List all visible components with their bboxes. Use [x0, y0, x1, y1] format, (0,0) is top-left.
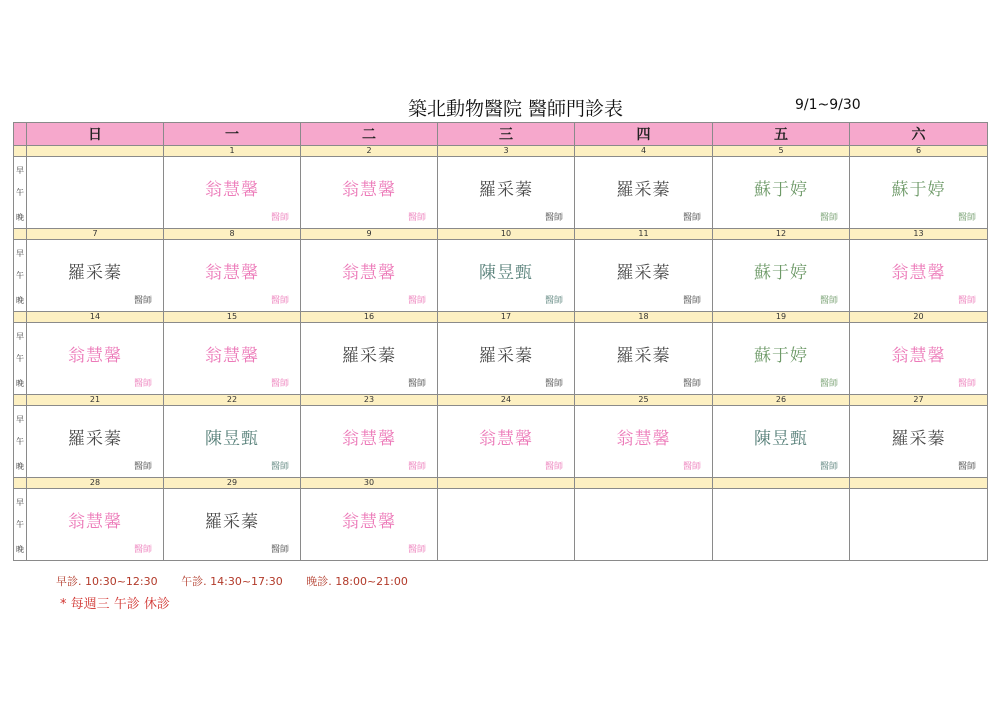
- doctor-name: 翁慧馨: [342, 429, 396, 449]
- doctor-name: 翁慧馨: [205, 263, 259, 283]
- session-label: 晚: [16, 462, 24, 471]
- doctor-name: 羅采蓁: [479, 346, 533, 366]
- day-cell: [850, 489, 988, 561]
- doctor-role: 醫師: [682, 213, 701, 223]
- schedule-row: [14, 406, 988, 478]
- doctor-role: 醫師: [133, 379, 152, 389]
- date-number: 19: [713, 312, 850, 323]
- doctor-role: 醫師: [133, 296, 152, 306]
- session-label: 晚: [16, 296, 24, 305]
- doctor-role: 醫師: [957, 213, 976, 223]
- doctor-role: 醫師: [407, 296, 426, 306]
- doctor-name: 羅采蓁: [205, 512, 259, 532]
- day-cell: [438, 406, 575, 478]
- day-cell: [575, 323, 713, 395]
- date-number: 4: [575, 146, 713, 157]
- date-number: 15: [164, 312, 301, 323]
- doctor-role: 醫師: [407, 462, 426, 472]
- date-number: 5: [713, 146, 850, 157]
- date-number: 18: [575, 312, 713, 323]
- doctor-role: 醫師: [270, 379, 289, 389]
- weekday-header: 二: [301, 123, 438, 146]
- date-row: [14, 478, 988, 489]
- date-number: 17: [438, 312, 575, 323]
- day-cell: [850, 157, 988, 229]
- date-number: 21: [27, 395, 164, 406]
- session-label: 晚: [16, 545, 24, 554]
- weekday-header: 一: [164, 123, 301, 146]
- day-cell: [575, 406, 713, 478]
- date-number: 26: [713, 395, 850, 406]
- doctor-name: 羅采蓁: [891, 429, 946, 449]
- day-cell: [164, 157, 301, 229]
- day-cell: [438, 323, 575, 395]
- day-cell: [27, 323, 164, 395]
- doctor-name: 羅采蓁: [616, 180, 671, 200]
- doctor-role: 醫師: [270, 213, 289, 223]
- session-label: 早: [16, 166, 24, 175]
- weekday-header: 四: [575, 123, 713, 146]
- schedule-body: [14, 146, 988, 561]
- date-number: 28: [27, 478, 164, 489]
- day-cell: [164, 406, 301, 478]
- session-label: 午: [16, 354, 24, 363]
- date-number: 3: [438, 146, 575, 157]
- date-number: 22: [164, 395, 301, 406]
- date-row: [14, 395, 988, 406]
- doctor-name: 翁慧馨: [479, 429, 533, 449]
- schedule-table: [13, 122, 988, 561]
- day-cell: [301, 157, 438, 229]
- doctor-name: 翁慧馨: [342, 180, 396, 200]
- day-cell: [438, 157, 575, 229]
- session-label: 早: [16, 249, 24, 258]
- day-cell: [301, 323, 438, 395]
- doctor-role: 醫師: [682, 296, 701, 306]
- session-label: 午: [16, 437, 24, 446]
- day-cell: [301, 240, 438, 312]
- date-row: [14, 312, 988, 323]
- doctor-role: 醫師: [819, 379, 838, 389]
- doctor-role: 醫師: [133, 462, 152, 472]
- weekday-header: 三: [438, 123, 575, 146]
- day-cell: [575, 157, 713, 229]
- doctor-role: 醫師: [270, 545, 289, 555]
- session-labels: [14, 240, 27, 312]
- weekday-header-row: [14, 123, 988, 146]
- doctor-name: 翁慧馨: [342, 512, 396, 532]
- doctor-name: 翁慧馨: [891, 346, 946, 366]
- doctor-name: 羅采蓁: [68, 429, 122, 449]
- doctor-role: 醫師: [819, 462, 838, 472]
- date-row-spacer: [14, 395, 27, 406]
- date-number: 16: [301, 312, 438, 323]
- day-cell: [713, 406, 850, 478]
- doctor-name: 蘇于婷: [754, 180, 808, 200]
- date-range: 9/1~9/30: [795, 97, 861, 113]
- morning-hours: 早診. 10:30~12:30: [56, 575, 158, 588]
- day-cell: [27, 157, 164, 229]
- date-number: [713, 478, 850, 489]
- date-number: 1: [164, 146, 301, 157]
- doctor-role: 醫師: [544, 213, 563, 223]
- date-number: 2: [301, 146, 438, 157]
- doctor-role: 醫師: [544, 462, 563, 472]
- schedule-row: [14, 323, 988, 395]
- session-labels: [14, 489, 27, 561]
- day-cell: [713, 323, 850, 395]
- day-cell: [27, 406, 164, 478]
- day-cell: [438, 240, 575, 312]
- date-number: 30: [301, 478, 438, 489]
- date-number: 23: [301, 395, 438, 406]
- doctor-role: 醫師: [133, 545, 152, 555]
- session-label: 午: [16, 271, 24, 280]
- doctor-role: 醫師: [957, 379, 976, 389]
- date-number: 20: [850, 312, 988, 323]
- doctor-role: 醫師: [957, 296, 976, 306]
- date-number: 12: [713, 229, 850, 240]
- doctor-name: 陳昱甄: [205, 429, 259, 449]
- doctor-role: 醫師: [407, 545, 426, 555]
- date-number: 27: [850, 395, 988, 406]
- date-number: [850, 478, 988, 489]
- day-cell: [850, 240, 988, 312]
- doctor-name: 羅采蓁: [342, 346, 396, 366]
- date-number: [27, 146, 164, 157]
- weekday-header: 五: [713, 123, 850, 146]
- afternoon-hours: 午診. 14:30~17:30: [181, 575, 283, 588]
- day-cell: [301, 406, 438, 478]
- session-label: 早: [16, 415, 24, 424]
- date-number: 14: [27, 312, 164, 323]
- date-row: [14, 146, 988, 157]
- day-cell: [850, 323, 988, 395]
- doctor-name: 翁慧馨: [205, 180, 259, 200]
- doctor-name: 翁慧馨: [342, 263, 396, 283]
- doctor-name: 翁慧馨: [68, 346, 122, 366]
- date-number: 10: [438, 229, 575, 240]
- doctor-role: 醫師: [544, 379, 563, 389]
- day-cell: [164, 489, 301, 561]
- day-cell: [575, 240, 713, 312]
- evening-hours: 晚診. 18:00~21:00: [306, 575, 408, 588]
- date-row: [14, 229, 988, 240]
- session-label: 午: [16, 188, 24, 197]
- day-cell: [164, 240, 301, 312]
- day-cell: [27, 489, 164, 561]
- date-number: [575, 478, 713, 489]
- day-cell: [301, 489, 438, 561]
- date-number: 24: [438, 395, 575, 406]
- date-number: 29: [164, 478, 301, 489]
- doctor-role: 醫師: [407, 379, 426, 389]
- doctor-role: 醫師: [957, 462, 976, 472]
- session-label: 早: [16, 332, 24, 341]
- day-cell: [850, 406, 988, 478]
- doctor-name: 陳昱甄: [754, 429, 808, 449]
- clinic-hours: [56, 573, 428, 589]
- date-number: 13: [850, 229, 988, 240]
- date-number: 6: [850, 146, 988, 157]
- date-number: 7: [27, 229, 164, 240]
- session-label: 晚: [16, 213, 24, 222]
- session-labels: [14, 323, 27, 395]
- doctor-role: 醫師: [544, 296, 563, 306]
- date-row-spacer: [14, 229, 27, 240]
- header-corner: [14, 123, 27, 146]
- doctor-name: 蘇于婷: [754, 263, 808, 283]
- session-label: 晚: [16, 379, 24, 388]
- doctor-role: 醫師: [819, 213, 838, 223]
- doctor-name: 陳昱甄: [479, 263, 533, 283]
- schedule-row: [14, 157, 988, 229]
- doctor-name: 蘇于婷: [754, 346, 808, 366]
- day-cell: [575, 489, 713, 561]
- day-cell: [713, 240, 850, 312]
- date-number: 8: [164, 229, 301, 240]
- day-cell: [164, 323, 301, 395]
- doctor-name: 羅采蓁: [616, 346, 671, 366]
- doctor-name: 蘇于婷: [891, 180, 946, 200]
- doctor-role: 醫師: [682, 379, 701, 389]
- page-title: 築北動物醫院 醫師門診表: [408, 98, 624, 120]
- closure-note: * 每週三 午診 休診: [60, 597, 170, 612]
- day-cell: [27, 240, 164, 312]
- doctor-role: 醫師: [819, 296, 838, 306]
- doctor-name: 翁慧馨: [891, 263, 946, 283]
- doctor-name: 翁慧馨: [68, 512, 122, 532]
- doctor-name: 羅采蓁: [616, 263, 671, 283]
- doctor-role: 醫師: [407, 213, 426, 223]
- session-labels: [14, 406, 27, 478]
- session-labels: [14, 157, 27, 229]
- weekday-header: 日: [27, 123, 164, 146]
- schedule-row: [14, 240, 988, 312]
- date-number: 25: [575, 395, 713, 406]
- schedule-row: [14, 489, 988, 561]
- date-row-spacer: [14, 146, 27, 157]
- weekday-header: 六: [850, 123, 988, 146]
- day-cell: [438, 489, 575, 561]
- doctor-role: 醫師: [270, 462, 289, 472]
- session-label: 早: [16, 498, 24, 507]
- day-cell: [713, 157, 850, 229]
- doctor-name: 羅采蓁: [479, 180, 533, 200]
- session-label: 午: [16, 520, 24, 529]
- date-number: [438, 478, 575, 489]
- doctor-name: 羅采蓁: [68, 263, 122, 283]
- date-number: 11: [575, 229, 713, 240]
- doctor-name: 翁慧馨: [616, 429, 671, 449]
- date-row-spacer: [14, 312, 27, 323]
- date-row-spacer: [14, 478, 27, 489]
- date-number: 9: [301, 229, 438, 240]
- doctor-name: 翁慧馨: [205, 346, 259, 366]
- day-cell: [713, 489, 850, 561]
- doctor-role: 醫師: [682, 462, 701, 472]
- doctor-role: 醫師: [270, 296, 289, 306]
